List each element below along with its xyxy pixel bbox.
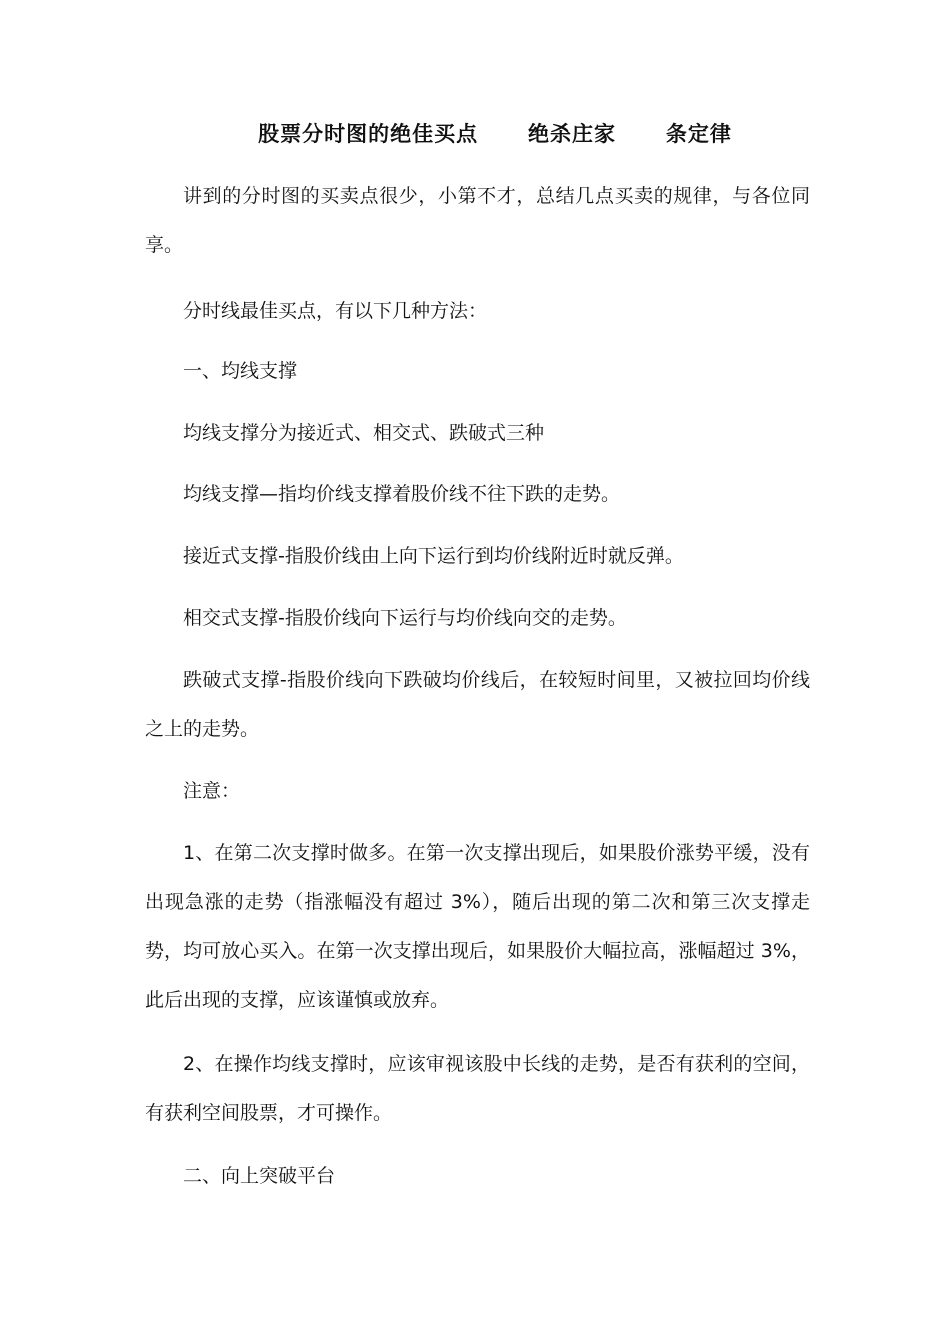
cross-support-paragraph: 相交式支撑-指股价线向下运行与均价线向交的走势。 [183,607,627,629]
note-1-paragraph: 1、在第二次支撑时做多。在第一次支撑出现后，如果股价涨势平缓，没有出现急涨的走势（指涨幅没有超过 3%），随后出现的第二次和第三次支撑走势，均可放心买入。在第一次支撑出现后，如果股价大幅拉高，涨幅超过 3%，此后出现的支撑，应该谨慎或放弃。 [145,842,810,1011]
note-2-paragraph: 2、在操作均线支撑时，应该审视该股中长线的走势，是否有获利的空间，有获利空间股票，才可操作。 [145,1053,810,1124]
definition-paragraph: 均线支撑—指均价线支撑着股价线不往下跌的走势。 [183,483,621,505]
section1-heading: 一、均线支撑 [183,360,298,382]
section2-heading: 二、向上突破平台 [183,1165,336,1187]
intro-paragraph: 讲到的分时图的买卖点很少，小第不才，总结几点买卖的规律，与各位同享。 [145,185,810,256]
break-support-paragraph: 跌破式支撑-指股价线向下跌破均价线后，在较短时间里，又被拉回均价线之上的走势。 [145,669,810,740]
approach-support-paragraph: 接近式支撑-指股价线由上向下运行到均价线附近时就反弹。 [183,545,684,567]
methods-intro: 分时线最佳买点，有以下几种方法： [183,300,488,322]
note-label: 注意： [183,780,241,802]
document-title: 股票分时图的绝佳买点 绝杀庄家 条定律 [258,122,732,146]
section1-types: 均线支撑分为接近式、相交式、跌破式三种 [183,422,545,444]
